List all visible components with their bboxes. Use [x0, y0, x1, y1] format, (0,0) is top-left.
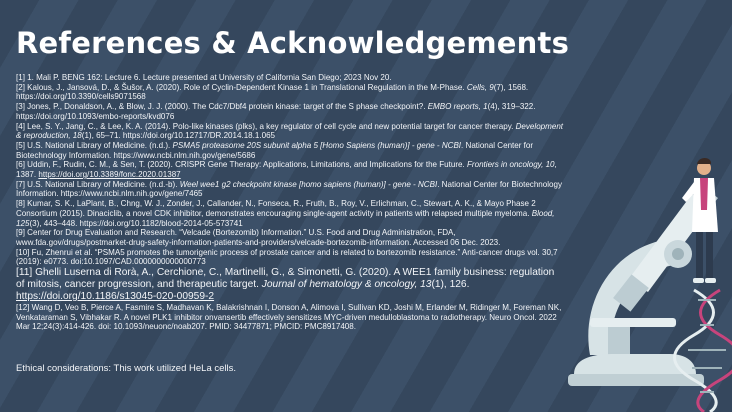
ethics-statement: Ethical considerations: This work utilized HeLa cells. [16, 363, 237, 374]
reference-item [16, 248, 564, 267]
reference-item [16, 180, 564, 199]
reference-journal: Blood, 125 [16, 208, 555, 228]
reference-text: . National Center for Biotechnology Information. https://www.ncbi.nlm.nih.gov/gene/5686 [16, 140, 534, 160]
reference-text: [9] Center for Drug Evaluation and Research. “Velcade (Bortezomib) Information.” U.S. Food and Drug Administration, FDA, www.fda.gov/drugs/postmarket-drug-safety-information-patients-and-providers/velcade-bortezomib-information. Accessed 06 Dec. 2023. [16, 228, 501, 247]
reference-text: [11] Ghelli Luserna di Rorà, A., Cerchione, C., Martinelli, G., & Simonetti, G. (2020). A WEE1 family business: regulation of mitosis, cancer progression, and therapeutic target. [16, 267, 555, 291]
reference-doi-link[interactable]: https://doi.org/10.1186/s13045-020-00959-2 [16, 291, 215, 303]
reference-item [16, 228, 564, 247]
reference-text: [1] 1. Mali P. BENG 162: Lecture 6. Lecture presented at University of California San Diego; 2023 Nov 20. [16, 73, 392, 82]
reference-journal: Cells, 9 [466, 82, 494, 92]
reference-item [16, 160, 564, 179]
reference-item [16, 267, 564, 303]
reference-doi-link[interactable]: https://doi.org/10.3389/fonc.2020.01387 [38, 170, 181, 180]
reference-text: [8] Kumar, S. K., LaPlant, B., Chng, W. J., Zonder, J., Callander, N., Fonseca, R., Fruth, B., Roy, V., Erlichman, C., Stewart, A. K., & Mayo Phase 2 Consortium (2015). Dinaciclib, a novel CDK inhibitor, demonstrates encouraging single-agent activity in patients with relapsed multiple myeloma. [16, 199, 536, 218]
reference-text: . National Center for Biotechnology Information. https://www.ncbi.nlm.nih.gov/gene/7465 [16, 179, 563, 199]
reference-text: (7), 1568. https://doi.org/10.3390/cells9071568 [16, 82, 529, 102]
reference-item [16, 102, 564, 121]
reference-journal: Journal of hematology & oncology, 13 [261, 279, 432, 291]
reference-journal: Frontiers in oncology, 10 [467, 160, 555, 170]
reference-text: [10] Fu, Zhenrui et al. “PSMA5 promotes the tumorigenic process of prostate cancer and is related to bortezomib resistance.” Anti-cancer drugs vol. 30,7 (2019): e0773. doi:10.1097/CAD.0000000000000773 [16, 247, 558, 267]
reference-item [16, 199, 564, 228]
reference-journal: EMBO reports, 1 [427, 102, 488, 112]
reference-text: [4] Lee, S. Y., Jang, C., & Lee, K. A. (2014). Polo-like kinases (plks), a key regulator of cell cycle and new potential target for cancer therapy. [16, 121, 516, 131]
reference-item [16, 303, 564, 332]
reference-text: , 1387. [16, 160, 557, 180]
reference-text: [3] Jones, P., Donaldson, A., & Blow, J. J. (2000). The Cdc7/Dbf4 protein kinase: target of the S phase checkpoint?. [16, 102, 428, 112]
reference-text: [6] Uddin, F., Rudin, C. M., & Sen, T. (2020). CRISPR Gene Therapy: Applications, Limitations, and Implications for the Future. [16, 160, 467, 170]
reference-item [16, 141, 564, 160]
reference-list [16, 73, 564, 332]
reference-text: [12] Wang D, Veo B, Pierce A, Fasmire S, Madhavan K, Balakrishnan I, Donson A, Alimova I, Sullivan KD, Joshi M, Erlander M, Ridinger M, Foreman NK, Venkataraman S, Vibhakar R. A novel PLK1 inhibitor onvansertib effectively sensitizes MYC-driven medulloblastoma to radiotherapy. Neuro Oncol. 2022 Mar 12;24(3):414-426. doi: 10.1093/neuonc/noab207. PMID: 34477871; PMCID: PMC8917408. [16, 303, 562, 332]
reference-text: (4), 319–322. https://doi.org/10.1093/embo-reports/kvd076 [16, 102, 536, 121]
microscope-illustration [560, 150, 732, 412]
reference-item [16, 73, 564, 83]
reference-text: [5] U.S. National Library of Medicine. (n.d.). [16, 140, 173, 150]
reference-journal: PSMA5 proteasome 20S subunit alpha 5 [Homo Sapiens (human)] - gene - NCBI [172, 140, 462, 150]
reference-text: [7] U.S. National Library of Medicine. (n.d.-b). [16, 179, 180, 189]
reference-item [16, 83, 564, 102]
reference-text: [2] Kalous, J., Jansová, D., & Šušor, A. (2020). Role of Cyclin-Dependent Kinase 1 in Translational Regulation in the M-Phase. [16, 82, 467, 92]
page-title: References & Acknowledgements [16, 26, 570, 60]
reference-text: (1), 126. [431, 279, 470, 291]
reference-journal: Weel wee1 g2 checkpoint kinase [homo sapiens (human)] - gene - NCBI [179, 179, 438, 189]
reference-journal: Development & reproduction, 18 [16, 121, 564, 141]
reference-text: (3), 443–448. https://doi.org/10.1182/blood-2014-05-573741 [29, 218, 243, 228]
reference-item [16, 122, 564, 141]
reference-text: (1), 65–71. https://doi.org/10.12717/DR.2014.18.1.065 [81, 131, 276, 141]
